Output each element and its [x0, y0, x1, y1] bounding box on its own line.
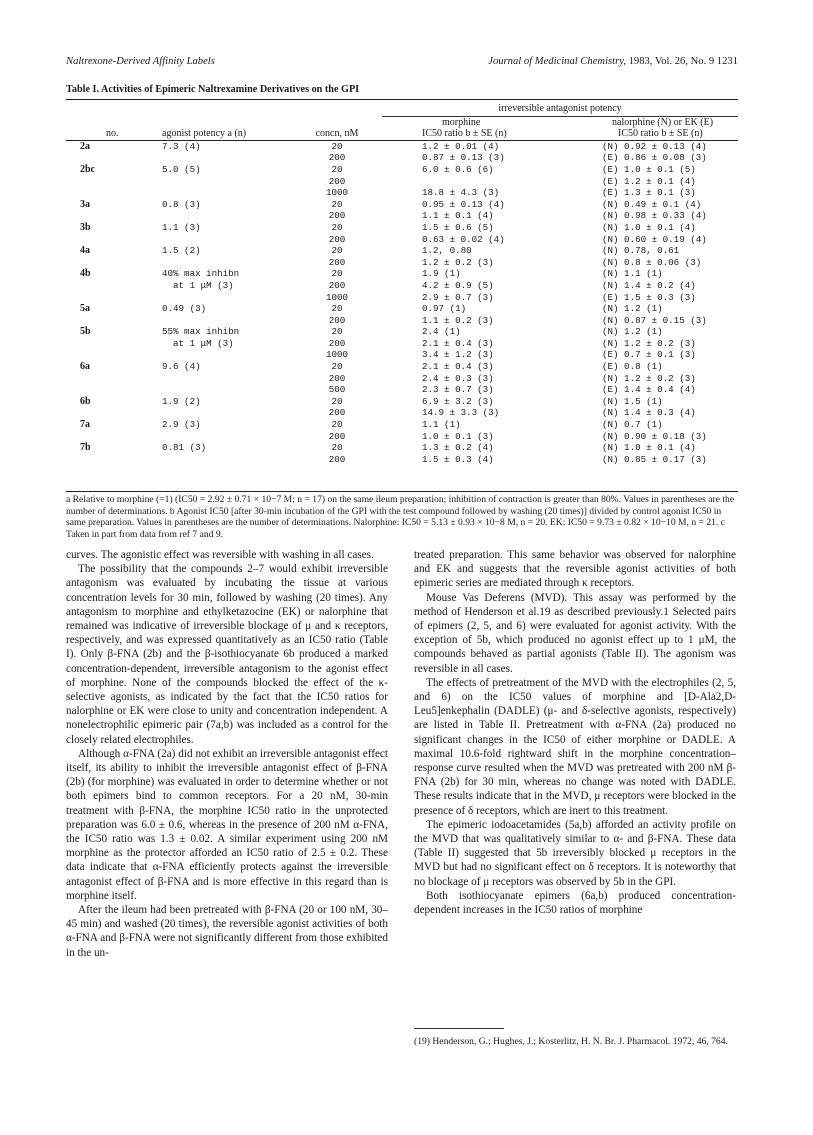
- cell-agonist-potency: [162, 257, 292, 269]
- cell-concentration: 1000: [325, 291, 349, 303]
- table-body: [66, 140, 738, 465]
- cell-nalorphine-ratio: (N) 1.5 (1): [602, 395, 663, 407]
- header-right: [488, 56, 738, 67]
- table-row: [66, 419, 738, 431]
- cell-morphine-ratio: 1.5 ± 0.3 (4): [422, 453, 494, 465]
- cell-morphine-ratio: 1.3 ± 0.2 (4): [422, 442, 494, 454]
- cell-compound-no: 4a: [80, 245, 90, 257]
- cell-morphine-ratio: 1.1 ± 0.1 (4): [422, 210, 494, 222]
- cell-compound-no: [66, 384, 162, 396]
- cell-agonist-potency: [162, 373, 292, 385]
- cell-morphine-ratio: 1.2 ± 0.01 (4): [422, 140, 500, 152]
- right-column: [414, 548, 736, 917]
- cell-nalorphine-ratio: (N) 0.49 ± 0.1 (4): [602, 198, 702, 210]
- cell-nalorphine-ratio: (N) 0.98 ± 0.33 (4): [602, 210, 707, 222]
- cell-morphine-ratio: 0.63 ± 0.02 (4): [422, 233, 505, 245]
- cell-morphine-ratio: 1.0 ± 0.1 (3): [422, 430, 494, 442]
- cell-morphine-ratio: 1.1 ± 0.2 (3): [422, 314, 494, 326]
- cell-concentration: 200: [328, 337, 346, 349]
- cell-morphine-ratio: 0.97 (1): [422, 303, 467, 315]
- cell-compound-no: 6b: [80, 395, 91, 407]
- cell-morphine-ratio: 2.4 (1): [422, 326, 461, 338]
- cell-nalorphine-ratio: (N) 0.90 ± 0.18 (3): [602, 430, 707, 442]
- cell-compound-no: [66, 187, 162, 199]
- cell-morphine-ratio: 1.9 (1): [422, 268, 461, 280]
- cell-compound-no: [66, 373, 162, 385]
- cell-morphine-ratio: 6.0 ± 0.6 (6): [422, 163, 494, 175]
- cell-concentration: 20: [331, 221, 343, 233]
- cell-nalorphine-ratio: (E) 1.0 ± 0.1 (5): [602, 163, 696, 175]
- cell-compound-no: [66, 454, 162, 466]
- cell-concentration: 20: [331, 361, 343, 373]
- table-row: [66, 407, 738, 419]
- table-row: [66, 361, 738, 373]
- table-caption: Table I. Activities of Epimeric Naltrexamine Derivatives on the GPI: [66, 84, 360, 95]
- cell-concentration: 20: [331, 395, 343, 407]
- cell-concentration: 200: [328, 430, 346, 442]
- cell-compound-no: [66, 431, 162, 443]
- cell-agonist-potency: [162, 176, 292, 188]
- cell-nalorphine-ratio: (N) 1.2 ± 0.2 (3): [602, 337, 696, 349]
- table-row: [66, 245, 738, 257]
- cell-morphine-ratio: 1.2 ± 0.2 (3): [422, 256, 494, 268]
- cell-compound-no: 5b: [80, 326, 91, 338]
- cell-agonist-potency: 5.0 (5): [162, 163, 201, 175]
- cell-compound-no: [66, 176, 162, 188]
- cell-agonist-potency: 40% max inhibn: [162, 268, 240, 280]
- cell-agonist-potency: 1.5 (2): [162, 245, 201, 257]
- cell-agonist-potency: [162, 292, 292, 304]
- cell-concentration: 20: [331, 442, 343, 454]
- right-paragraph: Mouse Vas Deferens (MVD). This assay was performed by the method of Henderson et al.19 as described previously.1 Selected pairs of epimers (2, 5, and 6) were evaluated for agonist activity. With the exception of 5b, which produced no agonist effect up to 1 μM, the compounds behaved as partial agonists (Table II). The agonism was reversible in all cases.: [414, 591, 736, 675]
- cell-morphine-ratio: 18.8 ± 4.3 (3): [422, 187, 500, 199]
- cell-nalorphine-ratio: (N) 1.2 (1): [602, 303, 663, 315]
- cell-agonist-potency: [162, 384, 292, 396]
- header-nalorphine-1: nalorphine (N) or EK (E): [612, 116, 714, 128]
- cell-compound-no: [66, 338, 162, 350]
- cell-concentration: 200: [328, 256, 346, 268]
- table-row: [66, 292, 738, 304]
- cell-agonist-potency: 0.81 (3): [162, 442, 207, 454]
- table-row: [66, 396, 738, 408]
- cell-morphine-ratio: 0.87 ± 0.13 (3): [422, 152, 505, 164]
- table-row: [66, 326, 738, 338]
- cell-agonist-potency: [162, 454, 292, 466]
- table-row: [66, 431, 738, 443]
- cell-compound-no: 3b: [80, 221, 91, 233]
- group-header: irreversible antagonist potency: [382, 103, 738, 116]
- cell-agonist-potency: [162, 152, 292, 164]
- reference-19: (19) Henderson, G.; Hughes, J.; Kosterlitz, H. N. Br. J. Pharmacol. 1972, 46, 764.: [414, 1036, 728, 1047]
- cell-nalorphine-ratio: (E) 0.86 ± 0.08 (3): [602, 152, 707, 164]
- cell-concentration: 200: [328, 152, 346, 164]
- cell-morphine-ratio: 0.95 ± 0.13 (4): [422, 198, 505, 210]
- left-paragraph: After the ileum had been pretreated with β-FNA (20 or 100 nM, 30–45 min) and washed (20 times), the reversible agonist activities of both α-FNA and β-FNA were not significantly different from those exhibited in the un-: [66, 904, 388, 959]
- cell-morphine-ratio: 3.4 ± 1.2 (3): [422, 349, 494, 361]
- cell-concentration: 200: [328, 210, 346, 222]
- cell-concentration: 200: [328, 279, 346, 291]
- journal-name: Journal of Medicinal Chemistry,: [488, 56, 626, 67]
- cell-morphine-ratio: 6.9 ± 3.2 (3): [422, 395, 494, 407]
- cell-morphine-ratio: 14.9 ± 3.3 (3): [422, 407, 500, 419]
- header-left: Naltrexone-Derived Affinity Labels: [66, 56, 215, 67]
- cell-nalorphine-ratio: (N) 0.87 ± 0.15 (3): [602, 314, 707, 326]
- journal-issue: 1983, Vol. 26, No. 9 1231: [625, 56, 738, 67]
- cell-morphine-ratio: 2.3 ± 0.7 (3): [422, 384, 494, 396]
- cell-compound-no: 2bc: [80, 163, 95, 175]
- cell-morphine-ratio: 1.2, 0.80: [422, 245, 472, 257]
- cell-compound-no: [66, 292, 162, 304]
- left-column: [66, 548, 388, 960]
- cell-agonist-potency: [162, 210, 292, 222]
- cell-concentration: 200: [328, 233, 346, 245]
- cell-nalorphine-ratio: (N) 1.1 (1): [602, 268, 663, 280]
- table-row: [66, 222, 738, 234]
- cell-concentration: 1000: [325, 187, 349, 199]
- cell-concentration: 20: [331, 419, 343, 431]
- right-paragraph: treated preparation. This same behavior was observed for nalorphine and EK and suggests that the reversible agonist activities of both epimeric series are mediated through κ receptors.: [414, 549, 736, 590]
- cell-compound-no: [66, 407, 162, 419]
- cell-concentration: 200: [328, 407, 346, 419]
- cell-concentration: 20: [331, 163, 343, 175]
- table-bottom-rule: [66, 491, 738, 492]
- cell-nalorphine-ratio: (N) 0.7 (1): [602, 419, 663, 431]
- cell-nalorphine-ratio: (E) 1.2 ± 0.1 (4): [602, 175, 696, 187]
- cell-nalorphine-ratio: (E) 0.7 ± 0.1 (3): [602, 349, 696, 361]
- cell-agonist-potency: 1.9 (2): [162, 395, 201, 407]
- cell-compound-no: [66, 257, 162, 269]
- cell-concentration: 20: [331, 198, 343, 210]
- cell-concentration: 20: [331, 268, 343, 280]
- table-row: [66, 303, 738, 315]
- header-morphine-1: morphine: [442, 116, 481, 128]
- cell-compound-no: [66, 210, 162, 222]
- cell-morphine-ratio: 2.4 ± 0.3 (3): [422, 372, 494, 384]
- table-row: [66, 349, 738, 361]
- table-row: [66, 176, 738, 188]
- cell-concentration: 200: [328, 453, 346, 465]
- table-row: [66, 257, 738, 269]
- cell-morphine-ratio: [382, 176, 582, 188]
- cell-nalorphine-ratio: (N) 1.4 ± 0.3 (4): [602, 407, 696, 419]
- cell-morphine-ratio: 2.1 ± 0.4 (3): [422, 361, 494, 373]
- cell-compound-no: 6a: [80, 361, 90, 373]
- table-row: [66, 140, 738, 152]
- cell-agonist-potency: [162, 407, 292, 419]
- cell-morphine-ratio: 2.9 ± 0.7 (3): [422, 291, 494, 303]
- cell-concentration: 20: [331, 245, 343, 257]
- cell-concentration: 200: [328, 372, 346, 384]
- running-header: [66, 56, 738, 70]
- cell-compound-no: [66, 315, 162, 327]
- cell-agonist-potency: 2.9 (3): [162, 419, 201, 431]
- table-top-rule: [66, 99, 738, 100]
- cell-concentration: 1000: [325, 349, 349, 361]
- cell-concentration: 200: [328, 314, 346, 326]
- table-row: [66, 280, 738, 292]
- cell-nalorphine-ratio: (N) 0.78, 0.61: [602, 245, 680, 257]
- table-row: [66, 164, 738, 176]
- reference-rule: [414, 1028, 504, 1029]
- header-nalorphine-2: IC50 ratio b ± SE (n): [618, 128, 703, 140]
- table-row: [66, 187, 738, 199]
- header-agonist: agonist potency a (n): [162, 128, 247, 140]
- cell-compound-no: [66, 152, 162, 164]
- cell-agonist-potency: [162, 234, 292, 246]
- cell-nalorphine-ratio: (N) 0.85 ± 0.17 (3): [602, 453, 707, 465]
- cell-nalorphine-ratio: (N) 1.0 ± 0.1 (4): [602, 221, 696, 233]
- table-row: [66, 210, 738, 222]
- table-row: [66, 268, 738, 280]
- table-row: [66, 338, 738, 350]
- cell-nalorphine-ratio: (E) 1.3 ± 0.1 (3): [602, 187, 696, 199]
- table-footnote: a Relative to morphine (=1) (IC50 = 2.92 ± 0.71 × 10−7 M; n = 17) on the same ileum preparation; inhibition of contraction is greater than 80%. Values in parentheses are the number of determinations. b Agonist IC50 [after 30-min incubation of the GPI with the test compound followed by washing (20 times)] divided by control agonist IC50 in same preparation. Values in parentheses are the number of determinations. Nalorphine: IC50 = 5.13 ± 0.93 × 10−8 M, n = 20. EK: IC50 = 9.73 ± 0.82 × 10−10 M, n = 21. c Taken in part from data from ref 7 and 9.: [66, 494, 735, 540]
- cell-agonist-potency: 1.1 (3): [162, 221, 201, 233]
- cell-nalorphine-ratio: (E) 0.8 (1): [602, 361, 663, 373]
- header-no: no.: [106, 128, 119, 140]
- cell-agonist-potency: at 1 μM (3): [162, 337, 234, 349]
- cell-compound-no: 3a: [80, 198, 90, 210]
- table-row: [66, 373, 738, 385]
- table-row: [66, 315, 738, 327]
- left-paragraph: The possibility that the compounds 2–7 would exhibit irreversible antagonism was evaluated by incubating the tissue at various concentration levels for 30 min, followed by washing (20 times). Any antagonism to morphine and ethylketazocine (EK) or nalorphine that remained was indicative of irreversible blockage of μ and κ receptors, respectively, and was expressed quantitatively as an IC50 ratio (Table I). Only β-FNA (2b) and the β-isothiocyanate 6b produced a marked concentration-dependent, irreversible antagonism to the agonist effect of morphine. None of the compounds blocked the effect of the κ-selective agonists, as indicated by the fact that the IC50 ratios for nalorphine or EK were close to unity and concentration independent. A nonelectrophilic epimeric pair (7a,b) was included as a control for the closely related electrophiles.: [66, 563, 388, 746]
- cell-agonist-potency: at 1 μM (3): [162, 279, 234, 291]
- cell-nalorphine-ratio: (E) 1.5 ± 0.3 (3): [602, 291, 696, 303]
- cell-morphine-ratio: 1.1 (1): [422, 419, 461, 431]
- cell-nalorphine-ratio: (N) 1.2 ± 0.2 (3): [602, 372, 696, 384]
- cell-compound-no: 5a: [80, 303, 90, 315]
- results-table: [66, 103, 738, 465]
- header-concn: concn, nM: [315, 128, 359, 140]
- cell-agonist-potency: 0.49 (3): [162, 303, 207, 315]
- table-row: [66, 199, 738, 211]
- cell-concentration: 500: [328, 384, 346, 396]
- table-row: [66, 454, 738, 466]
- left-paragraph: Although α-FNA (2a) did not exhibit an irreversible antagonist effect itself, its ability to inhibit the irreversible antagonist effect of β-FNA (2b) (for morphine) was evaluated in order to determine whether or not both epimers bind to common receptors. For a 20 nM, 30-min treatment with β-FNA, the morphine IC50 ratio in the unprotected preparation was 6.0 ± 0.6, whereas in the presence of 200 nM α-FNA, the IC50 ratio was 1.3 ± 0.02. A similar experiment using 200 nM morphine as the protector afforded an IC50 ratio of 2.5 ± 0.2. These data indicate that α-FNA efficiently protects against the irreversible antagonist effect of β-FNA and is more effective in this regard than is morphine itself.: [66, 747, 388, 902]
- cell-compound-no: 7b: [80, 442, 91, 454]
- cell-concentration: 20: [331, 326, 343, 338]
- cell-concentration: 20: [331, 303, 343, 315]
- cell-compound-no: 2a: [80, 140, 90, 152]
- cell-agonist-potency: [162, 187, 292, 199]
- header-morphine-2: IC50 ratio b ± SE (n): [422, 128, 507, 140]
- cell-nalorphine-ratio: (N) 1.0 ± 0.1 (4): [602, 442, 696, 454]
- cell-agonist-potency: 55% max inhibn: [162, 326, 240, 338]
- cell-nalorphine-ratio: (N) 0.8 ± 0.06 (3): [602, 256, 702, 268]
- cell-nalorphine-ratio: (E) 1.4 ± 0.4 (4): [602, 384, 696, 396]
- cell-morphine-ratio: 2.1 ± 0.4 (3): [422, 337, 494, 349]
- table-row: [66, 384, 738, 396]
- table-row: [66, 234, 738, 246]
- cell-nalorphine-ratio: (N) 0.60 ± 0.19 (4): [602, 233, 707, 245]
- cell-agonist-potency: [162, 431, 292, 443]
- right-paragraph: The effects of pretreatment of the MVD with the electrophiles (2, 5, and 6) on the IC50 values of morphine and [D-Ala2,D-Leu5]enkephalin (DADLE) (μ- and δ-selective agonists, respectively) are listed in Table II. Pretreatment with α-FNA (2a) produced no significant changes in the IC50 of either morphine or DADLE. A maximal 10.6-fold rightward shift in the morphine concentration–response curve resulted when the MVD was pretreated with 200 nM β-FNA (2b) for 30 min, whereas no change was noted with DADLE. These results indicate that in the MVD, μ receptors were blocked in the presence of δ receptors, which are inert to this treatment.: [414, 676, 736, 817]
- cell-concentration: 200: [328, 175, 346, 187]
- cell-nalorphine-ratio: (N) 1.4 ± 0.2 (4): [602, 279, 696, 291]
- cell-morphine-ratio: 4.2 ± 0.9 (5): [422, 279, 494, 291]
- cell-agonist-potency: 9.6 (4): [162, 361, 201, 373]
- cell-agonist-potency: [162, 349, 292, 361]
- right-paragraph: The epimeric iodoacetamides (5a,b) afforded an activity profile on the MVD that was qualitatively similar to α- and β-FNA. These data (Table II) suggested that 5b irreversibly blocked μ receptors in the MVD but had no significant effect on δ receptors. It is noteworthy that no blockage of μ receptors was observed by 5b in the GPI.: [414, 818, 736, 888]
- cell-compound-no: [66, 280, 162, 292]
- cell-agonist-potency: [162, 315, 292, 327]
- cell-compound-no: [66, 349, 162, 361]
- table-row: [66, 152, 738, 164]
- cell-nalorphine-ratio: (N) 0.92 ± 0.13 (4): [602, 140, 707, 152]
- cell-agonist-potency: 0.8 (3): [162, 198, 201, 210]
- cell-morphine-ratio: 1.5 ± 0.6 (5): [422, 221, 494, 233]
- table-row: [66, 442, 738, 454]
- cell-compound-no: [66, 234, 162, 246]
- cell-agonist-potency: 7.3 (4): [162, 140, 201, 152]
- cell-compound-no: 4b: [80, 268, 91, 280]
- cell-concentration: 20: [331, 140, 343, 152]
- cell-compound-no: 7a: [80, 419, 90, 431]
- left-paragraph: curves. The agonistic effect was reversible with washing in all cases.: [66, 549, 374, 561]
- cell-nalorphine-ratio: (N) 1.2 (1): [602, 326, 663, 338]
- right-paragraph: Both isothiocyanate epimers (6a,b) produced concentration-dependent increases in the IC50 ratios of morphine: [414, 889, 736, 917]
